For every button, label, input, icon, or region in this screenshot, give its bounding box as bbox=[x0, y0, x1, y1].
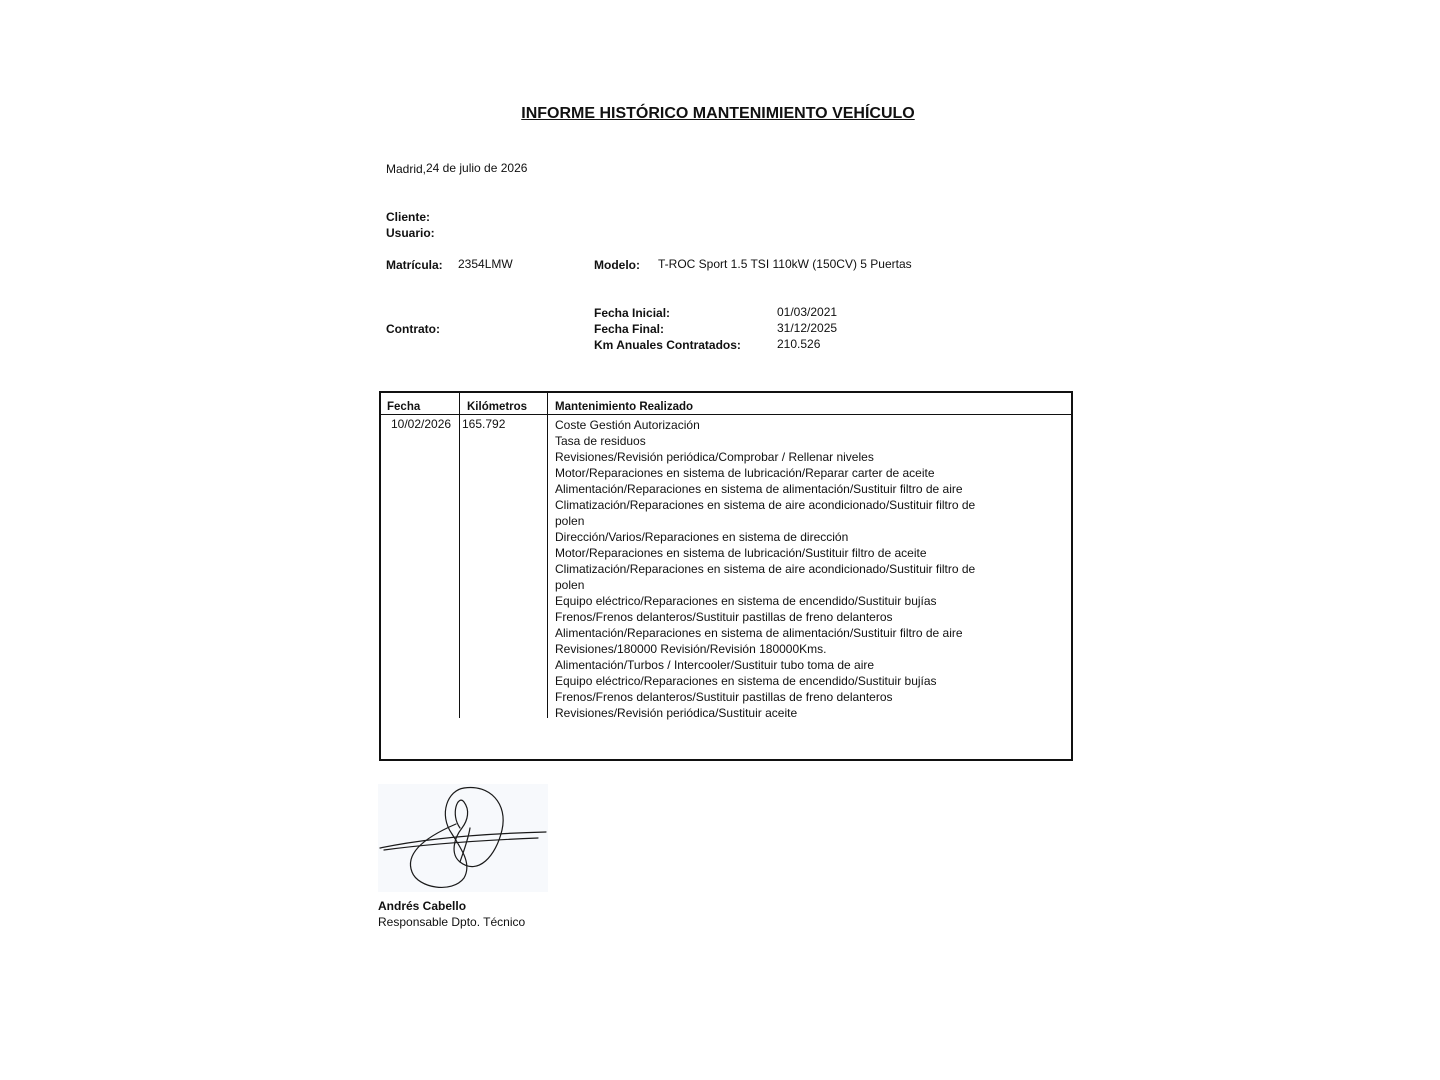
signer-name: Andrés Cabello bbox=[378, 899, 467, 913]
header-fecha: Fecha bbox=[387, 401, 421, 413]
row-fecha: 10/02/2026 bbox=[391, 417, 452, 431]
maintenance-item: Frenos/Frenos delanteros/Sustituir pastillas de freno delanteros bbox=[555, 690, 893, 704]
maintenance-item: Climatización/Reparaciones en sistema de aire acondicionado/Sustituir filtro de polen bbox=[555, 562, 976, 592]
usuario-label: Usuario: bbox=[386, 226, 435, 240]
fecha-inicial-label: Fecha Inicial: bbox=[594, 306, 671, 320]
fecha-final-value: 31/12/2025 bbox=[777, 321, 838, 335]
maintenance-item: Alimentación/Turbos / Intercooler/Sustituir tubo toma de aire bbox=[555, 658, 875, 672]
signer-role: Responsable Dpto. Técnico bbox=[378, 915, 526, 929]
maintenance-item: Tasa de residuos bbox=[555, 434, 646, 448]
maintenance-item: Motor/Reparaciones en sistema de lubricación/Sustituir filtro de aceite bbox=[555, 546, 927, 560]
column-divider-fecha bbox=[459, 393, 460, 718]
fecha-final-label: Fecha Final: bbox=[594, 322, 665, 336]
maintenance-item: Revisiones/Revisión periódica/Sustituir aceite bbox=[555, 706, 798, 720]
column-divider-km bbox=[547, 393, 548, 718]
fecha-inicial-value: 01/03/2021 bbox=[777, 305, 838, 319]
maintenance-table bbox=[379, 391, 1073, 761]
header-kilometros: Kilómetros bbox=[467, 401, 528, 413]
signature-scribble bbox=[378, 784, 548, 892]
report-title: INFORME HISTÓRICO MANTENIMIENTO VEHÍCULO bbox=[521, 105, 915, 122]
maintenance-item: Equipo eléctrico/Reparaciones en sistema de encendido/Sustituir bujías bbox=[555, 674, 937, 688]
maintenance-item: Climatización/Reparaciones en sistema de aire acondicionado/Sustituir filtro de polen bbox=[555, 498, 976, 528]
report-date: 24 de julio de 2026 bbox=[426, 161, 528, 175]
maintenance-item: Motor/Reparaciones en sistema de lubricación/Reparar carter de aceite bbox=[555, 466, 935, 480]
modelo-value: T-ROC Sport 1.5 TSI 110kW (150CV) 5 Puertas bbox=[658, 257, 912, 271]
maintenance-item: Revisiones/Revisión periódica/Comprobar / Rellenar niveles bbox=[555, 450, 874, 464]
header-mantenimiento: Mantenimiento Realizado bbox=[555, 401, 694, 413]
maintenance-items bbox=[555, 417, 985, 721]
maintenance-item: Equipo eléctrico/Reparaciones en sistema de encendido/Sustituir bujías bbox=[555, 594, 937, 608]
maintenance-item: Alimentación/Reparaciones en sistema de alimentación/Sustituir filtro de aire bbox=[555, 626, 963, 640]
maintenance-item: Frenos/Frenos delanteros/Sustituir pastillas de freno delanteros bbox=[555, 610, 893, 624]
maintenance-item: Dirección/Varios/Reparaciones en sistema de dirección bbox=[555, 530, 849, 544]
maintenance-item: Alimentación/Reparaciones en sistema de alimentación/Sustituir filtro de aire bbox=[555, 482, 963, 496]
row-kilometros: 165.792 bbox=[462, 417, 506, 431]
matricula-label: Matrícula: bbox=[386, 258, 443, 272]
maintenance-item: Revisiones/180000 Revisión/Revisión 180000Kms. bbox=[555, 642, 827, 656]
km-anuales-label: Km Anuales Contratados: bbox=[594, 338, 741, 352]
contrato-label: Contrato: bbox=[386, 322, 440, 336]
matricula-value: 2354LMW bbox=[458, 257, 513, 271]
place: Madrid, bbox=[386, 162, 427, 176]
maintenance-item: Coste Gestión Autorización bbox=[555, 418, 700, 432]
km-anuales-value: 210.526 bbox=[777, 337, 821, 351]
modelo-label: Modelo: bbox=[594, 258, 640, 272]
signature-image bbox=[378, 784, 548, 892]
header-divider bbox=[381, 414, 1071, 415]
cliente-label: Cliente: bbox=[386, 210, 431, 224]
